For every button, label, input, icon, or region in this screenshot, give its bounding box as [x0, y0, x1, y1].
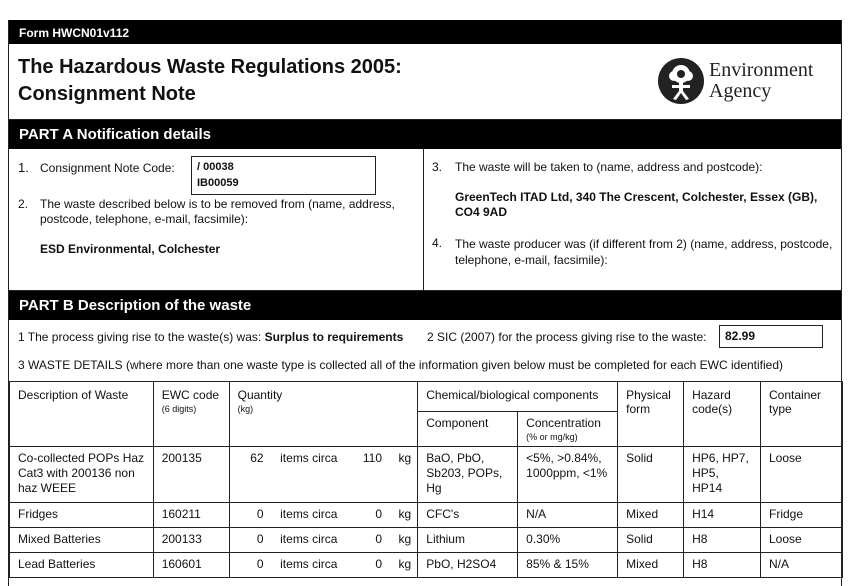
- qty-items-value: 62: [250, 451, 264, 465]
- cell-ewc: 200133: [153, 528, 229, 553]
- part-b-title: PART B Description of the waste: [19, 297, 252, 314]
- consignment-code-field[interactable]: [191, 156, 376, 195]
- qty-unit: kg: [398, 557, 412, 571]
- q4-label: The waste producer was (if different from 2) (name, address, postcode, telephone, e-mail, facsimile):: [455, 237, 833, 267]
- header-ewc: [153, 382, 229, 447]
- header-qty-sub: (kg): [237, 404, 254, 414]
- cell-physical: Mixed: [618, 553, 684, 578]
- q3-number: 3.: [432, 160, 443, 174]
- qty-items-label: items circa: [280, 451, 338, 465]
- process-label: [18, 330, 403, 344]
- cell-quantity: [229, 503, 418, 528]
- cell-component: Lithium: [418, 528, 518, 553]
- logo-line-1: Environment: [709, 59, 814, 81]
- tree-person-icon: [657, 57, 705, 105]
- table-row: [10, 447, 843, 503]
- waste-details-label: 3 WASTE DETAILS (where more than one waste type is collected all of the information given below must be completed for each EWC identified): [18, 358, 784, 372]
- cell-container: Loose: [761, 447, 843, 503]
- part-a-title: PART A Notification details: [19, 126, 211, 143]
- title-line-2: Consignment Note: [18, 83, 196, 105]
- cell-ewc: 200135: [153, 447, 229, 503]
- table-header-row: [10, 382, 843, 412]
- page-title: [18, 54, 402, 108]
- cell-physical: Solid: [618, 447, 684, 503]
- title-line-1: The Hazardous Waste Regulations 2005:: [18, 56, 402, 78]
- cell-quantity: [229, 447, 418, 503]
- part-b-header: [9, 291, 841, 320]
- q1-label: Consignment Note Code:: [40, 161, 175, 175]
- qty-items-value: 0: [256, 507, 264, 521]
- qty-kg-value: 110: [362, 451, 383, 465]
- cell-description: Co-collected POPs Haz Cat3 with 200136 non haz WEEE: [10, 447, 154, 503]
- header-chemical: Chemical/biological components: [418, 382, 618, 412]
- header-description: Description of Waste: [10, 382, 154, 447]
- q4-number: 4.: [432, 236, 443, 250]
- qty-items-value: 0: [256, 557, 264, 571]
- q2-number: 2.: [18, 197, 29, 211]
- cell-concentration: N/A: [518, 503, 618, 528]
- header-qty-label: Quantity: [237, 388, 283, 402]
- consignment-note-form: [8, 20, 842, 586]
- cell-concentration: 0.30%: [518, 528, 618, 553]
- qty-items-label: items circa: [280, 532, 338, 546]
- logo-text: [709, 60, 813, 102]
- cell-component: CFC's: [418, 503, 518, 528]
- cell-ewc: 160211: [153, 503, 229, 528]
- cell-description: Lead Batteries: [10, 553, 154, 578]
- cell-component: BaO, PbO, Sb203, POPs, Hg: [418, 447, 518, 503]
- qty-items-value: 0: [256, 532, 264, 546]
- table-row: [10, 528, 843, 553]
- cell-container: Loose: [761, 528, 843, 553]
- qty-kg-value: 0: [375, 557, 383, 571]
- qty-kg-value: 0: [375, 507, 383, 521]
- header-hazard: Hazard code(s): [684, 382, 761, 447]
- environment-agency-logo: [657, 57, 829, 107]
- qty-unit: kg: [398, 532, 412, 546]
- table-row: [10, 503, 843, 528]
- qty-unit: kg: [398, 451, 412, 465]
- q3-label: The waste will be taken to (name, address and postcode):: [455, 160, 763, 174]
- q1-number: 1.: [18, 160, 29, 175]
- process-value: Surplus to requirements: [264, 330, 404, 344]
- sic-label: 2 SIC (2007) for the process giving rise to the waste:: [427, 330, 707, 344]
- code-line-2: IB00059: [197, 177, 239, 189]
- code-line-1: / 00038: [197, 161, 234, 173]
- cell-concentration: 85% & 15%: [518, 553, 618, 578]
- part-b-section: [9, 320, 841, 382]
- header-ewc-sub: (6 digits): [161, 404, 197, 414]
- header-container: Container type: [761, 382, 843, 447]
- sic-code-field[interactable]: 82.99: [719, 325, 823, 348]
- cell-hazard: H8: [684, 553, 761, 578]
- q2-label: The waste described below is to be removed from (name, address, postcode, telephone, e-mail, facsimile):: [40, 197, 395, 226]
- cell-component: PbO, H2SO4: [418, 553, 518, 578]
- header-conc-sub: (% or mg/kg): [526, 432, 578, 442]
- header-component: Component: [418, 412, 518, 447]
- form-code: Form HWCN01v112: [19, 26, 130, 40]
- cell-description: Fridges: [10, 503, 154, 528]
- q2-value: ESD Environmental, Colchester: [40, 242, 221, 256]
- form-code-bar: [9, 20, 841, 44]
- form-header: [9, 44, 841, 120]
- header-quantity: [229, 382, 418, 447]
- logo-line-2: Agency: [709, 80, 772, 102]
- process-label-text: 1 The process giving rise to the waste(s) was:: [18, 330, 262, 344]
- cell-description: Mixed Batteries: [10, 528, 154, 553]
- header-ewc-label: EWC code: [161, 388, 220, 402]
- header-physical: Physical form: [618, 382, 684, 447]
- waste-details-table: [9, 381, 843, 578]
- table-body: [10, 447, 843, 578]
- cell-ewc: 160601: [153, 553, 229, 578]
- cell-physical: Mixed: [618, 503, 684, 528]
- cell-concentration: <5%, >0.84%, 1000ppm, <1%: [518, 447, 618, 503]
- q3-value: GreenTech ITAD Ltd, 340 The Crescent, Colchester, Essex (GB), CO4 9AD: [455, 190, 818, 219]
- cell-hazard: H8: [684, 528, 761, 553]
- cell-quantity: [229, 528, 418, 553]
- part-a-divider: [423, 149, 424, 290]
- qty-items-label: items circa: [280, 557, 338, 571]
- part-a-header: [9, 120, 841, 149]
- qty-items-label: items circa: [280, 507, 338, 521]
- part-a-section: [9, 149, 841, 291]
- cell-container: Fridge: [761, 503, 843, 528]
- cell-quantity: [229, 553, 418, 578]
- qty-unit: kg: [398, 507, 412, 521]
- table-row: [10, 553, 843, 578]
- cell-container: N/A: [761, 553, 843, 578]
- header-concentration: [518, 412, 618, 447]
- cell-physical: Solid: [618, 528, 684, 553]
- header-conc-label: Concentration: [526, 416, 601, 430]
- qty-kg-value: 0: [375, 532, 383, 546]
- cell-hazard: H14: [684, 503, 761, 528]
- cell-hazard: HP6, HP7, HP5, HP14: [684, 447, 761, 503]
